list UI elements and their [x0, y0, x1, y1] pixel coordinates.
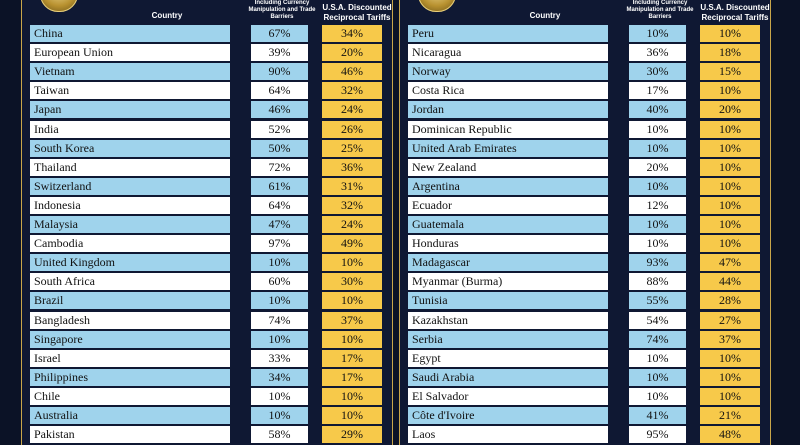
table-row: [22, 44, 392, 61]
country-name: Chile: [30, 388, 230, 405]
charged-rate: 39%: [251, 44, 308, 61]
charged-rate: 90%: [251, 63, 308, 80]
charged-rate: 17%: [629, 82, 686, 99]
country-name: Philippines: [30, 369, 230, 386]
reciprocal-tariff: 48%: [700, 426, 760, 443]
country-name: Saudi Arabia: [408, 369, 608, 386]
table-row: [400, 178, 770, 195]
reciprocal-tariff: 31%: [322, 178, 382, 195]
charged-rate: 10%: [629, 388, 686, 405]
reciprocal-tariff: 10%: [322, 388, 382, 405]
charged-rate: 67%: [251, 25, 308, 42]
country-name: Argentina: [408, 178, 608, 195]
reciprocal-tariff: 34%: [322, 25, 382, 42]
reciprocal-tariff: 44%: [700, 273, 760, 290]
charged-rate: 12%: [629, 197, 686, 214]
charged-rate: 10%: [629, 121, 686, 138]
table-row: [400, 197, 770, 214]
charged-rate: 58%: [251, 426, 308, 443]
country-name: Pakistan: [30, 426, 230, 443]
table-row: [400, 350, 770, 367]
charged-rate: 64%: [251, 82, 308, 99]
charged-rate: 36%: [629, 44, 686, 61]
country-name: United Arab Emirates: [408, 140, 608, 157]
reciprocal-tariff: 27%: [700, 312, 760, 329]
table-row: [22, 197, 392, 214]
table-row: [400, 292, 770, 309]
seal-icon: [40, 0, 78, 12]
reciprocal-tariff: 49%: [322, 235, 382, 252]
country-name: Singapore: [30, 331, 230, 348]
table-row: [400, 25, 770, 42]
seal-icon: [418, 0, 456, 12]
charged-rate: 10%: [251, 292, 308, 309]
country-name: Côte d'Ivoire: [408, 407, 608, 424]
charged-rate: 46%: [251, 101, 308, 118]
charged-rate: 33%: [251, 350, 308, 367]
country-name: Kazakhstan: [408, 312, 608, 329]
reciprocal-tariff: 21%: [700, 407, 760, 424]
charged-rate: 88%: [629, 273, 686, 290]
charged-rate: 10%: [629, 369, 686, 386]
table-row: [400, 331, 770, 348]
charged-rate: 64%: [251, 197, 308, 214]
charged-rate: 95%: [629, 426, 686, 443]
table-row: [22, 273, 392, 290]
country-name: Cambodia: [30, 235, 230, 252]
country-name: Switzerland: [30, 178, 230, 195]
country-name: Dominican Republic: [408, 121, 608, 138]
reciprocal-tariff: 10%: [700, 197, 760, 214]
country-name: Myanmar (Burma): [408, 273, 608, 290]
reciprocal-tariff: 32%: [322, 197, 382, 214]
table-row: [400, 140, 770, 157]
country-column-header: Country: [529, 11, 561, 20]
table-row: [400, 254, 770, 271]
table-row: [400, 235, 770, 252]
reciprocal-tariff: 29%: [322, 426, 382, 443]
country-name: Indonesia: [30, 197, 230, 214]
left-table-panel: [21, 0, 393, 445]
charged-rate: 93%: [629, 254, 686, 271]
table-row: [400, 121, 770, 138]
table-row: [22, 426, 392, 443]
table-row: [22, 369, 392, 386]
country-name: Laos: [408, 426, 608, 443]
country-name: Bangladesh: [30, 312, 230, 329]
reciprocal-tariff: 28%: [700, 292, 760, 309]
table-row: [22, 82, 392, 99]
reciprocal-tariff: 15%: [700, 63, 760, 80]
charged-rate: 10%: [251, 388, 308, 405]
table-row: [22, 178, 392, 195]
table-row: [22, 254, 392, 271]
tariff-column-header: U.S.A. Discounted Reciprocal Tariffs: [322, 3, 392, 22]
country-name: Vietnam: [30, 63, 230, 80]
reciprocal-tariff: 47%: [700, 254, 760, 271]
country-name: Thailand: [30, 159, 230, 176]
table-row: [22, 407, 392, 424]
charged-rate: 52%: [251, 121, 308, 138]
reciprocal-tariff: 10%: [700, 235, 760, 252]
charged-rate: 10%: [629, 25, 686, 42]
reciprocal-tariff: 37%: [700, 331, 760, 348]
reciprocal-tariff: 10%: [700, 216, 760, 233]
reciprocal-tariff: 10%: [700, 121, 760, 138]
country-name: New Zealand: [408, 159, 608, 176]
table-row: [400, 407, 770, 424]
country-name: United Kingdom: [30, 254, 230, 271]
reciprocal-tariff: 10%: [700, 82, 760, 99]
country-name: Costa Rica: [408, 82, 608, 99]
charged-rate: 30%: [629, 63, 686, 80]
charged-rate: 40%: [629, 101, 686, 118]
charged-rate: 74%: [629, 331, 686, 348]
reciprocal-tariff: 25%: [322, 140, 382, 157]
table-row: [400, 63, 770, 80]
reciprocal-tariff: 17%: [322, 369, 382, 386]
reciprocal-tariff: 18%: [700, 44, 760, 61]
reciprocal-tariff: 10%: [700, 159, 760, 176]
charged-rate: 55%: [629, 292, 686, 309]
table-row: [22, 25, 392, 42]
country-name: Egypt: [408, 350, 608, 367]
reciprocal-tariff: 32%: [322, 82, 382, 99]
country-name: European Union: [30, 44, 230, 61]
country-name: Nicaragua: [408, 44, 608, 61]
table-row: [22, 63, 392, 80]
country-name: Jordan: [408, 101, 608, 118]
table-row: [400, 388, 770, 405]
country-name: Malaysia: [30, 216, 230, 233]
reciprocal-tariff: 17%: [322, 350, 382, 367]
country-name: Norway: [408, 63, 608, 80]
table-row: [400, 216, 770, 233]
reciprocal-tariff: 10%: [700, 178, 760, 195]
country-name: Honduras: [408, 235, 608, 252]
charged-rate: 50%: [251, 140, 308, 157]
country-name: India: [30, 121, 230, 138]
country-name: Serbia: [408, 331, 608, 348]
table-row: [22, 388, 392, 405]
reciprocal-tariff: 26%: [322, 121, 382, 138]
reciprocal-tariff: 20%: [322, 44, 382, 61]
reciprocal-tariff: 10%: [700, 350, 760, 367]
table-row: [22, 235, 392, 252]
country-name: Guatemala: [408, 216, 608, 233]
country-name: Tunisia: [408, 292, 608, 309]
country-name: Taiwan: [30, 82, 230, 99]
reciprocal-tariff: 10%: [700, 140, 760, 157]
right-table-panel: [399, 0, 771, 445]
country-name: South Korea: [30, 140, 230, 157]
reciprocal-tariff: 30%: [322, 273, 382, 290]
charged-rate: 41%: [629, 407, 686, 424]
reciprocal-tariff: 10%: [322, 331, 382, 348]
charged-rate: 97%: [251, 235, 308, 252]
country-name: Ecuador: [408, 197, 608, 214]
country-column-header: Country: [151, 11, 183, 20]
reciprocal-tariff: 46%: [322, 63, 382, 80]
table-row: [22, 350, 392, 367]
charged-rate: 10%: [629, 178, 686, 195]
table-row: [22, 101, 392, 118]
table-row: [22, 140, 392, 157]
country-name: Israel: [30, 350, 230, 367]
reciprocal-tariff: 10%: [322, 292, 382, 309]
table-row: [400, 82, 770, 99]
table-row: [22, 312, 392, 329]
table-row: [400, 44, 770, 61]
charged-rate: 74%: [251, 312, 308, 329]
reciprocal-tariff: 24%: [322, 101, 382, 118]
table-row: [22, 121, 392, 138]
charged-rate: 34%: [251, 369, 308, 386]
charged-rate: 10%: [629, 350, 686, 367]
reciprocal-tariff: 10%: [700, 388, 760, 405]
table-row: [400, 159, 770, 176]
charged-rate: 10%: [629, 140, 686, 157]
charged-rate: 10%: [251, 254, 308, 271]
country-name: China: [30, 25, 230, 42]
table-row: [22, 292, 392, 309]
reciprocal-tariff: 20%: [700, 101, 760, 118]
charged-rate: 10%: [629, 235, 686, 252]
charged-rate: 60%: [251, 273, 308, 290]
charged-column-header: Including Currency Manipulation and Trade Barriers: [248, 0, 316, 20]
country-name: Peru: [408, 25, 608, 42]
table-row: [22, 159, 392, 176]
reciprocal-tariff: 37%: [322, 312, 382, 329]
charged-rate: 47%: [251, 216, 308, 233]
country-name: Japan: [30, 101, 230, 118]
table-row: [400, 273, 770, 290]
country-name: Madagascar: [408, 254, 608, 271]
country-name: Brazil: [30, 292, 230, 309]
charged-column-header: Including Currency Manipulation and Trade Barriers: [626, 0, 694, 20]
tariff-column-header: U.S.A. Discounted Reciprocal Tariffs: [700, 3, 770, 22]
table-row: [400, 312, 770, 329]
charged-rate: 54%: [629, 312, 686, 329]
reciprocal-tariff: 36%: [322, 159, 382, 176]
reciprocal-tariff: 24%: [322, 216, 382, 233]
charged-rate: 10%: [251, 407, 308, 424]
table-row: [400, 101, 770, 118]
reciprocal-tariff: 10%: [700, 25, 760, 42]
table-row: [400, 426, 770, 443]
charged-rate: 72%: [251, 159, 308, 176]
reciprocal-tariff: 10%: [322, 407, 382, 424]
charged-rate: 20%: [629, 159, 686, 176]
country-name: El Salvador: [408, 388, 608, 405]
table-row: [400, 369, 770, 386]
charged-rate: 10%: [629, 216, 686, 233]
table-row: [22, 216, 392, 233]
country-name: Australia: [30, 407, 230, 424]
table-row: [22, 331, 392, 348]
country-name: South Africa: [30, 273, 230, 290]
reciprocal-tariff: 10%: [322, 254, 382, 271]
charged-rate: 61%: [251, 178, 308, 195]
charged-rate: 10%: [251, 331, 308, 348]
reciprocal-tariff: 10%: [700, 369, 760, 386]
